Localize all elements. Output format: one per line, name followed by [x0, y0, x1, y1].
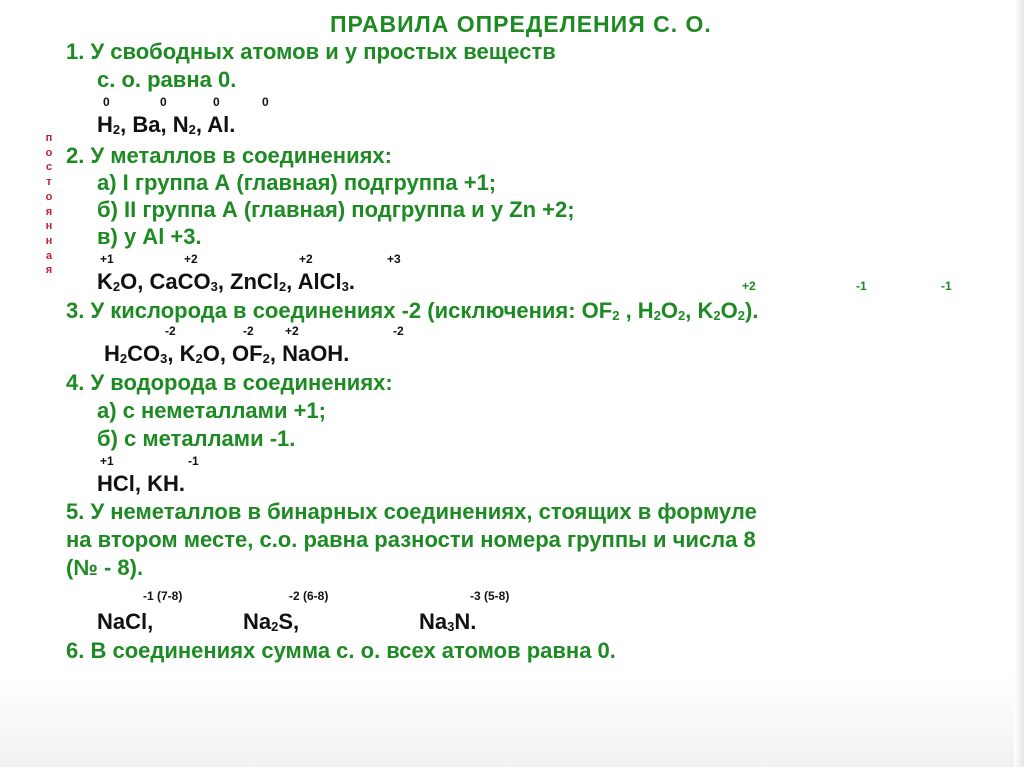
ox-state: +3	[387, 252, 401, 266]
page-title: ПРАВИЛА ОПРЕДЕЛЕНИЯ С. О.	[330, 11, 712, 37]
ox-state: -2	[165, 324, 176, 338]
rule5-line2: на втором месте, с.о. равна разности номера группы и числа 8	[66, 527, 756, 552]
rule3-formula: $H_2CO_3$, $K_2O$, $OF_2$, NaOH.	[104, 341, 350, 366]
ox-state: -1	[188, 454, 199, 468]
rule5-formula-3: $Na_3N$.	[419, 609, 477, 634]
rule1-line1: 1. У свободных атомов и у простых веществ	[66, 39, 556, 64]
rule2-item-a: а) I группа А (главная) подгруппа +1;	[97, 170, 497, 195]
rule2-item-c: в) у Al +3.	[97, 224, 202, 249]
rule5-formula-2: $Na_2S$,	[243, 609, 300, 634]
rule4-item-b: б) с металлами -1.	[97, 426, 296, 451]
ox-state: +2	[742, 279, 756, 293]
rule2-line1: 2. У металлов в соединениях:	[66, 143, 392, 168]
ox-state: +2	[299, 252, 313, 266]
rule5-formula-1: NaCl,	[97, 609, 154, 634]
ox-state: +2	[184, 252, 198, 266]
rule4-line1: 4. У водорода в соединениях:	[66, 370, 393, 395]
rule4-formula: HCl, KH.	[97, 471, 185, 496]
rule2-item-b: б) II группа А (главная) подгруппа и у Zn +2;	[97, 197, 575, 222]
ox-state: -2	[243, 324, 254, 338]
ox-state: 0	[262, 95, 269, 109]
rule6-line1: 6. В соединениях сумма с. о. всех атомов равна 0.	[66, 638, 616, 663]
ox-state: 0	[213, 95, 220, 109]
rule1-formula: $H_2$, Ba, $N_2$, Al.	[97, 112, 236, 137]
rule2-formula: $K_2O$, CaCO$_3$, ZnCl$_2$, AlCl$_3$.	[97, 269, 355, 294]
ox-state-calc: -3 (5-8)	[470, 589, 510, 603]
ox-state: -1	[856, 279, 867, 293]
ox-state-calc: -1 (7-8)	[143, 589, 183, 603]
ox-state: 0	[103, 95, 110, 109]
ox-state: +2	[285, 324, 299, 338]
rule3-line: 3. У кислорода в соединениях -2 (исключения: $OF_2$ , $H_2O_2$, $K_2O_2$).	[66, 298, 759, 323]
ox-state: -2	[393, 324, 404, 338]
ox-state: +1	[100, 454, 114, 468]
rule4-item-a: а) с неметаллами +1;	[97, 398, 326, 423]
ox-state: 0	[160, 95, 167, 109]
ox-state: +1	[100, 252, 114, 266]
ox-state: -1	[941, 279, 952, 293]
rule1-line2: с. о. равна 0.	[97, 67, 237, 92]
rule5-line3: (№ - 8).	[66, 555, 144, 580]
rule5-line1: 5. У неметаллов в бинарных соединениях, стоящих в формуле	[66, 499, 757, 524]
ox-state-calc: -2 (6-8)	[289, 589, 329, 603]
side-label-constant: п о с т о я н н а я	[45, 132, 53, 277]
